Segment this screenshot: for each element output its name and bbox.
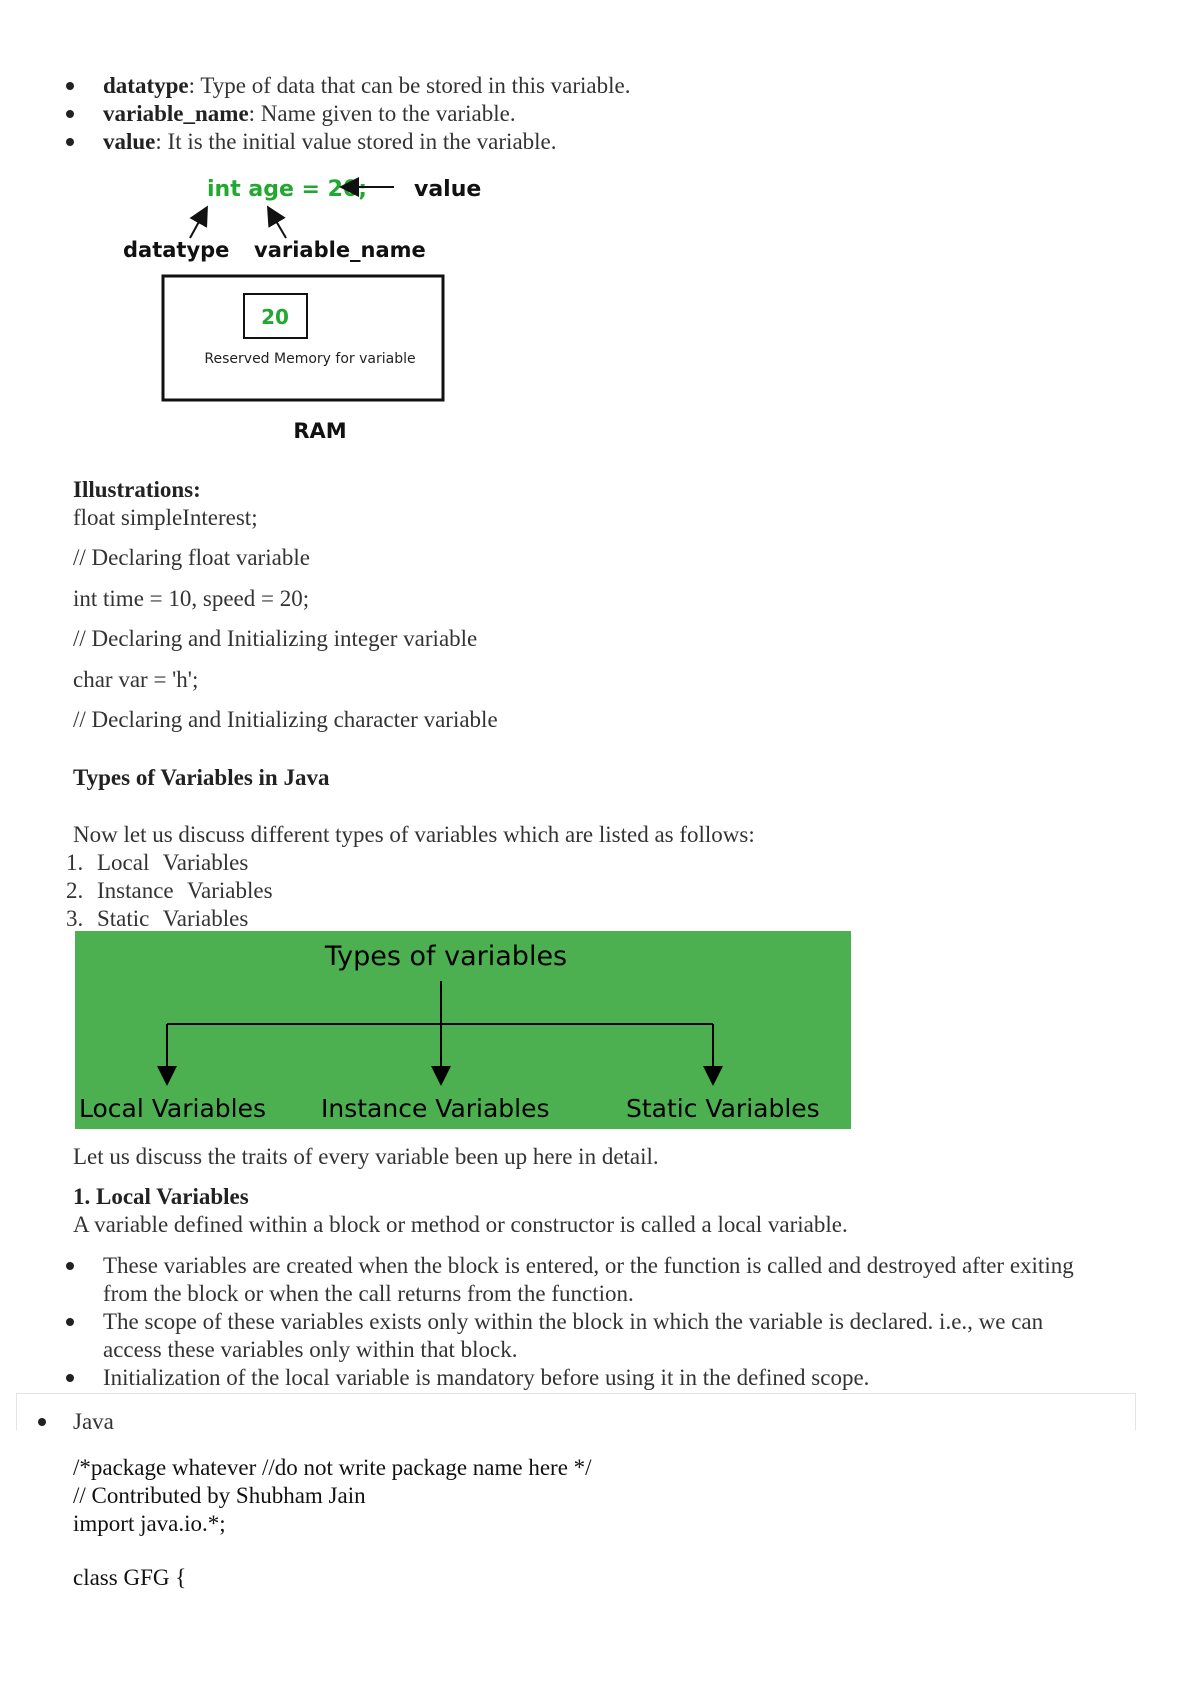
- illustration-line: // Declaring float variable: [73, 545, 310, 570]
- code-tab-bar: [16, 1393, 1136, 1430]
- local-bullet-continued: access these variables only within that block.: [103, 1337, 518, 1362]
- types-heading: Types of Variables in Java: [73, 765, 330, 790]
- bullet: [66, 110, 74, 118]
- code-line: import java.io.*;: [73, 1511, 226, 1536]
- bullet: [66, 82, 74, 90]
- code-label: int age = 20;: [207, 177, 368, 202]
- local-heading: 1. Local Variables: [73, 1184, 249, 1209]
- code-line: class GFG {: [73, 1565, 187, 1590]
- bullet: [66, 1262, 74, 1270]
- illustration-line: // Declaring and Initializing character variable: [73, 707, 498, 732]
- value-label: value: [414, 177, 482, 202]
- local-bullet: Initialization of the local variable is mandatory before using it in the defined scope.: [103, 1365, 870, 1390]
- bullet-value: value: It is the initial value stored in the variable.: [103, 129, 557, 154]
- code-tab-java[interactable]: Java: [73, 1409, 114, 1434]
- code-line: /*package whatever //do not write package name here */: [73, 1455, 592, 1480]
- diagram-title: Types of variables: [324, 941, 568, 972]
- types-intro: Now let us discuss different types of variables which are listed as follows:: [73, 822, 755, 847]
- variable-name-arrow: [269, 209, 286, 238]
- illustration-line: float simpleInterest;: [73, 505, 258, 530]
- memory-caption: Reserved Memory for variable: [204, 351, 416, 367]
- ram-label: RAM: [293, 419, 347, 443]
- memory-value: 20: [261, 305, 289, 329]
- bullet: [66, 1374, 74, 1382]
- datatype-arrow: [190, 209, 206, 238]
- local-bullet-continued: from the block or when the call returns from the function.: [103, 1281, 634, 1306]
- traits-intro: Let us discuss the traits of every variable been up here in detail.: [73, 1144, 659, 1169]
- illustration-line: // Declaring and Initializing integer variable: [73, 626, 478, 651]
- local-bullet: These variables are created when the block is entered, or the function is called and destroyed after exiting: [103, 1253, 1074, 1278]
- illustrations-heading: Illustrations:: [73, 477, 201, 502]
- bullet: [66, 1318, 74, 1326]
- types-list-item: 3. Static Variables: [66, 906, 249, 931]
- illustration-line: char var = 'h';: [73, 667, 199, 692]
- types-list-item: 2. Instance Variables: [66, 878, 273, 903]
- illustration-line: int time = 10, speed = 20;: [73, 586, 310, 611]
- types-of-variables-diagram: [75, 931, 851, 1129]
- datatype-label: datatype: [123, 238, 230, 262]
- code-line: // Contributed by Shubham Jain: [73, 1483, 366, 1508]
- types-list-item: 1. Local Variables: [66, 850, 249, 875]
- static-variables-label: Static Variables: [626, 1094, 820, 1123]
- bullet: [66, 138, 74, 146]
- variable-memory-diagram: [0, 160, 520, 450]
- variable-name-label: variable_name: [254, 238, 426, 262]
- bullet-datatype: datatype: Type of data that can be stored in this variable.: [103, 73, 631, 98]
- local-bullet: The scope of these variables exists only within the block in which the variable is declared. i.e., we can: [103, 1309, 1044, 1334]
- local-definition: A variable defined within a block or method or constructor is called a local variable.: [73, 1212, 848, 1237]
- bullet: [38, 1418, 46, 1426]
- bullet-variable-name: variable_name: Name given to the variable.: [103, 101, 516, 126]
- instance-variables-label: Instance Variables: [321, 1094, 550, 1123]
- local-variables-label: Local Variables: [79, 1094, 266, 1123]
